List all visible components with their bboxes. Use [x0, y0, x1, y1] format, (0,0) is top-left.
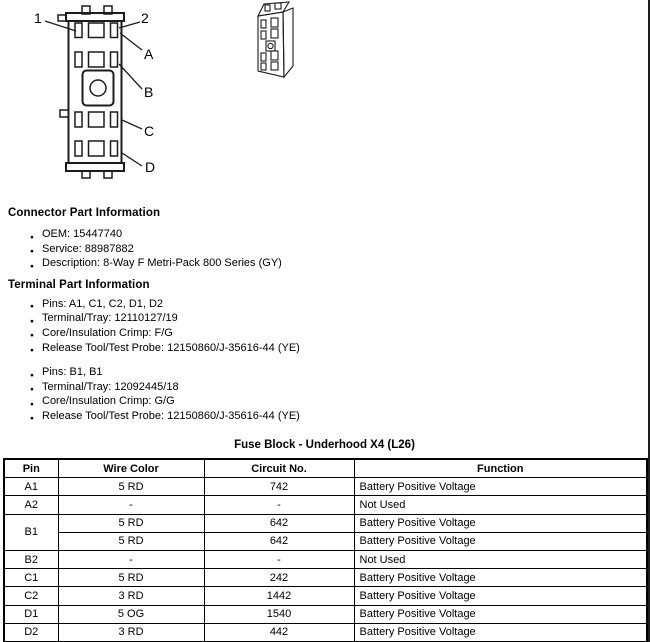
terminal-slot [111, 112, 118, 127]
label-row-c: C [144, 123, 155, 139]
leader-line-c [122, 120, 142, 129]
terminal-slot [89, 52, 105, 67]
cell-pin: A1 [4, 478, 58, 496]
bottom-bump [82, 171, 90, 178]
connector-info-item: ● OEM: 15447740 [30, 227, 628, 242]
cell-wire-color: 5 RD [58, 514, 204, 532]
connector-part-info-heading: Connector Part Information [8, 207, 161, 219]
terminal-slot [89, 141, 105, 156]
cell-function: Not Used [354, 550, 647, 568]
iso-slot [261, 20, 266, 28]
label-row-d: D [145, 159, 156, 175]
cell-circuit-no: 1540 [204, 605, 354, 623]
iso-latch-hole [268, 43, 273, 48]
terminal-info-list-group1 [8, 297, 628, 355]
header-function: Function [354, 459, 647, 478]
cell-circuit-no: - [204, 496, 354, 514]
cell-pin: D2 [4, 623, 58, 642]
cell-pin: C2 [4, 587, 58, 605]
leader-line-a [120, 33, 142, 50]
connector-info-item: ● Service: 88987882 [30, 242, 628, 257]
cell-wire-color: - [58, 550, 204, 568]
connector-part-info-list [8, 227, 628, 271]
table-row [4, 587, 647, 605]
label-row-a: A [144, 46, 154, 62]
terminal-slot [75, 112, 82, 127]
terminal-info-item: ● Release Tool/Test Probe: 12150860/J-35616-44 (YE) [30, 341, 628, 356]
label-pin1: 1 [34, 10, 42, 26]
cell-wire-color: 5 RD [58, 478, 204, 496]
terminal-info-item: ● Release Tool/Test Probe: 12150860/J-35616-44 (YE) [30, 409, 628, 424]
cell-function: Not Used [354, 496, 647, 514]
iso-top-tab [265, 5, 270, 11]
iso-slot [261, 53, 266, 61]
header-circuit-no: Circuit No. [204, 459, 354, 478]
cell-wire-color: 3 RD [58, 587, 204, 605]
label-pin2: 2 [141, 10, 149, 26]
fuse-block-table-section [3, 438, 646, 642]
terminal-slot [111, 141, 118, 156]
latch [83, 71, 114, 106]
table-row [4, 605, 647, 623]
cell-pin: D1 [4, 605, 58, 623]
terminal-slot [111, 52, 118, 67]
cell-pin: A2 [4, 496, 58, 514]
terminal-info-item: ● Pins: B1, B1 [30, 365, 628, 380]
table-row [4, 478, 647, 496]
cell-circuit-no: 242 [204, 569, 354, 587]
cell-circuit-no: - [204, 550, 354, 568]
cell-circuit-no: 742 [204, 478, 354, 496]
terminal-slot [75, 141, 82, 156]
cell-circuit-no: 642 [204, 532, 354, 550]
cell-circuit-no: 642 [204, 514, 354, 532]
cell-function: Battery Positive Voltage [354, 605, 647, 623]
terminal-slot [75, 52, 82, 67]
table-row [4, 550, 647, 568]
cell-wire-color: 5 OG [58, 605, 204, 623]
terminal-info-item: ● Core/Insulation Crimp: F/G [30, 326, 628, 341]
iso-slot [271, 62, 278, 70]
cell-wire-color: 5 RD [58, 569, 204, 587]
terminal-slot [111, 23, 118, 38]
table-row [4, 569, 647, 587]
iso-side-face [283, 8, 293, 77]
side-tab [60, 110, 69, 117]
iso-slot [261, 31, 266, 39]
cell-pin: C1 [4, 569, 58, 587]
bottom-cap [66, 163, 124, 171]
terminal-info-item: ● Terminal/Tray: 12092445/18 [30, 380, 628, 395]
cell-pin: B2 [4, 550, 58, 568]
cell-wire-color: 3 RD [58, 623, 204, 642]
connector-diagram [0, 0, 330, 200]
terminal-info-item: ● Core/Insulation Crimp: G/G [30, 394, 628, 409]
bottom-bump [104, 171, 112, 178]
table-header-row [4, 459, 647, 478]
table-row [4, 532, 647, 550]
cell-function: Battery Positive Voltage [354, 623, 647, 642]
cell-function: Battery Positive Voltage [354, 587, 647, 605]
connector-front-view [34, 6, 155, 178]
cell-circuit-no: 1442 [204, 587, 354, 605]
iso-slot [261, 63, 266, 70]
part-information-section [8, 206, 628, 424]
pinout-table [3, 458, 648, 642]
iso-slot [271, 29, 278, 38]
terminal-info-item: ● Pins: A1, C1, C2, D1, D2 [30, 297, 628, 312]
label-row-b: B [144, 84, 154, 100]
cell-pin: B1 [4, 514, 58, 550]
terminal-info-item: ● Terminal/Tray: 12110127/19 [30, 311, 628, 326]
header-pin: Pin [4, 459, 58, 478]
terminal-slot [89, 112, 105, 127]
terminal-slot [89, 23, 105, 38]
table-row [4, 514, 647, 532]
terminal-part-info-heading: Terminal Part Information [8, 278, 150, 291]
connector-isometric-view [258, 2, 293, 77]
terminal-slot [75, 23, 82, 38]
iso-top-tab [275, 3, 281, 9]
connector-info-item: ● Description: 8-Way F Metri-Pack 800 Series (GY) [30, 256, 628, 271]
top-cap [66, 13, 124, 21]
iso-slot [271, 51, 278, 60]
cell-circuit-no: 442 [204, 623, 354, 642]
cell-function: Battery Positive Voltage [354, 478, 647, 496]
cell-function: Battery Positive Voltage [354, 569, 647, 587]
side-tab [58, 15, 66, 21]
cell-function: Battery Positive Voltage [354, 514, 647, 532]
table-row [4, 496, 647, 514]
terminal-info-list-group2 [8, 365, 628, 423]
table-row [4, 623, 647, 642]
table-title: Fuse Block - Underhood X4 (L26) [234, 439, 415, 451]
iso-slot [271, 18, 278, 27]
cell-function: Battery Positive Voltage [354, 532, 647, 550]
latch-hole [90, 80, 106, 96]
cell-wire-color: 5 RD [58, 532, 204, 550]
leader-line-1 [45, 21, 76, 31]
header-wire-color: Wire Color [58, 459, 204, 478]
cell-wire-color: - [58, 496, 204, 514]
